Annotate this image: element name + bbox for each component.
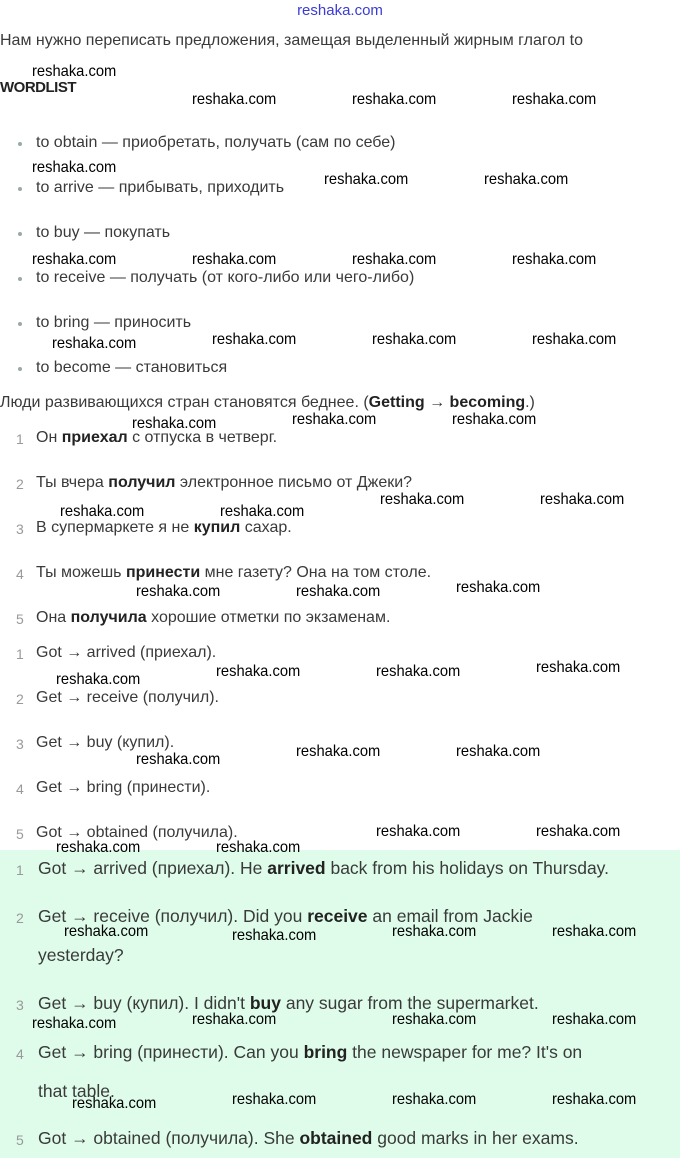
watermark-text: reshaka.com [512, 91, 597, 108]
final-answer-number: 5 [16, 1132, 24, 1148]
watermark-text: reshaka.com [512, 251, 597, 268]
final-answer-item: Got → obtained (получила). She obtained good marks in her exams. [38, 1128, 579, 1148]
watermark-text: reshaka.com [136, 583, 221, 600]
watermark-text: reshaka.com [132, 415, 217, 432]
answer-item: Get → receive (получил). [36, 689, 219, 706]
watermark-text: reshaka.com [56, 839, 141, 856]
watermark-text: reshaka.com [232, 927, 317, 944]
bullet-icon [18, 232, 22, 236]
answer-item: Got → obtained (получила). [36, 824, 238, 841]
watermark-text: reshaka.com [60, 503, 145, 520]
wordlist-item: to receive — получать (от кого-либо или чего-либо) [36, 269, 415, 286]
wordlist-item: to buy — покупать [36, 224, 171, 241]
final-answer-number: 2 [16, 910, 24, 926]
watermark-text: reshaka.com [456, 743, 541, 760]
question-number: 4 [16, 566, 24, 582]
answer-number: 4 [16, 781, 24, 797]
final-answer-number: 3 [16, 997, 24, 1013]
final-answer-number: 4 [16, 1046, 24, 1062]
watermark-text: reshaka.com [392, 1091, 477, 1108]
watermark-text: reshaka.com [540, 491, 625, 508]
watermark-text: reshaka.com [52, 335, 137, 352]
question-number: 1 [16, 431, 24, 447]
watermark-text: reshaka.com [372, 331, 457, 348]
wordlist-item: to obtain — приобретать, получать (сам по себе) [36, 134, 396, 151]
watermark-text: reshaka.com [392, 1011, 477, 1028]
watermark-text: reshaka.com [56, 671, 141, 688]
wordlist-item: to bring — приносить [36, 314, 192, 331]
watermark-text: reshaka.com [532, 331, 617, 348]
site-link[interactable]: reshaka.com [297, 2, 383, 19]
watermark-text: reshaka.com [220, 503, 305, 520]
watermark-text: reshaka.com [352, 91, 437, 108]
question-item: Ты вчера получил электронное письмо от Джеки? [36, 474, 413, 491]
bullet-icon [18, 277, 22, 281]
watermark-text: reshaka.com [552, 923, 637, 940]
watermark-text: reshaka.com [32, 1015, 117, 1032]
answer-item: Get → bring (принести). [36, 779, 211, 796]
watermark-text: reshaka.com [192, 251, 277, 268]
watermark-text: reshaka.com [292, 411, 377, 428]
answer-item: Got → arrived (приехал). [36, 644, 217, 661]
answer-number: 2 [16, 691, 24, 707]
watermark-text: reshaka.com [136, 751, 221, 768]
watermark-text: reshaka.com [376, 663, 461, 680]
answer-number: 1 [16, 646, 24, 662]
watermark-text: reshaka.com [192, 91, 277, 108]
question-item: Он приехал с отпуска в четверг. [36, 429, 278, 446]
watermark-text: reshaka.com [324, 171, 409, 188]
watermark-text: reshaka.com [380, 491, 465, 508]
wordlist-heading: WORDLIST [0, 79, 76, 96]
question-item: В супермаркете я не купил сахар. [36, 519, 292, 536]
final-answer-continuation: that table. [38, 1081, 115, 1101]
watermark-text: reshaka.com [32, 251, 117, 268]
watermark-text: reshaka.com [536, 823, 621, 840]
watermark-text: reshaka.com [376, 823, 461, 840]
question-number: 2 [16, 476, 24, 492]
question-number: 3 [16, 521, 24, 537]
watermark-text: reshaka.com [392, 923, 477, 940]
final-answer-continuation: yesterday? [38, 945, 124, 965]
watermark-text: reshaka.com [216, 663, 301, 680]
answer-number: 5 [16, 826, 24, 842]
watermark-text: reshaka.com [192, 1011, 277, 1028]
bullet-icon [18, 367, 22, 371]
final-answer-item: Get → bring (принести). Can you bring the newspaper for me? It's on [38, 1042, 583, 1062]
answer-number: 3 [16, 736, 24, 752]
question-item: Ты можешь принести мне газету? Она на том столе. [36, 564, 432, 581]
wordlist-item: to arrive — прибывать, приходить [36, 179, 285, 196]
watermark-text: reshaka.com [484, 171, 569, 188]
bullet-icon [18, 142, 22, 146]
example-sentence: Люди развивающихся стран становятся беднее. (Getting → becoming.) [0, 394, 535, 411]
question-number: 5 [16, 611, 24, 627]
watermark-text: reshaka.com [552, 1091, 637, 1108]
bullet-icon [18, 322, 22, 326]
watermark-text: reshaka.com [456, 579, 541, 596]
watermark-text: reshaka.com [536, 659, 621, 676]
watermark-text: reshaka.com [72, 1095, 157, 1112]
watermark-text: reshaka.com [32, 63, 117, 80]
watermark-text: reshaka.com [232, 1091, 317, 1108]
answer-item: Get → buy (купил). [36, 734, 175, 751]
watermark-text: reshaka.com [296, 743, 381, 760]
bullet-icon [18, 187, 22, 191]
final-answer-item: Get → receive (получил). Did you receive an email from Jackie [38, 906, 533, 926]
watermark-text: reshaka.com [216, 839, 301, 856]
final-answer-item: Get → buy (купил). I didn't buy any sugar from the supermarket. [38, 993, 539, 1013]
watermark-text: reshaka.com [452, 411, 537, 428]
final-answer-item: Got → arrived (приехал). He arrived back from his holidays on Thursday. [38, 858, 609, 878]
watermark-text: reshaka.com [352, 251, 437, 268]
watermark-text: reshaka.com [552, 1011, 637, 1028]
watermark-text: reshaka.com [32, 159, 117, 176]
watermark-text: reshaka.com [296, 583, 381, 600]
final-answer-number: 1 [16, 862, 24, 878]
wordlist-item: to become — становиться [36, 359, 228, 376]
instruction-text: Нам нужно переписать предложения, замещая выделенный жирным глагол to [0, 32, 584, 49]
watermark-text: reshaka.com [64, 923, 149, 940]
watermark-text: reshaka.com [212, 331, 297, 348]
question-item: Она получила хорошие отметки по экзаменам. [36, 609, 391, 626]
